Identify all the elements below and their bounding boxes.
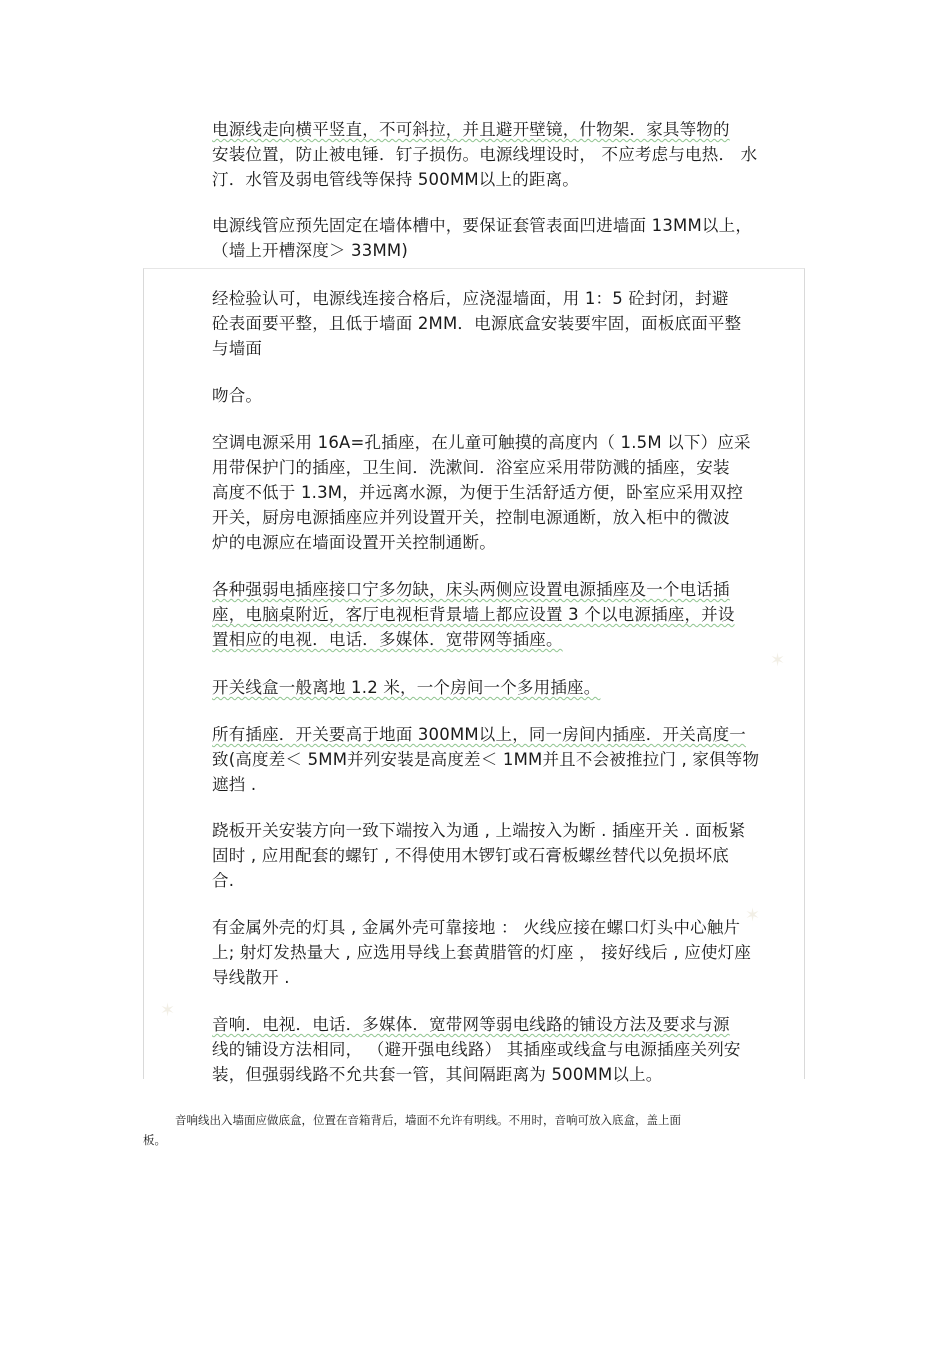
watermark-mark: ✶ [160, 1000, 176, 1021]
text-line: 致(高度差＜ 5MM并列安装是高度差＜ 1MM并且不会被推拉门 , 家俱等物 [212, 750, 760, 769]
text-line: 音响．电视．电话．多媒体．宽带网等弱电线路的铺设方法及要求与源 [212, 1015, 730, 1034]
footer-line: 音响线出入墙面应做底盒，位置在音箱背后，墙面不允许有明线。不用时，音响可放入底盒，盖上面 [175, 1113, 681, 1127]
text-line: 各种强弱电插座接口宁多勿缺，床头两侧应设置电源插座及一个电话插 [212, 580, 730, 599]
text-line: 装，但强弱线路不允共套一管，其间隔距离为 500MM以上。 [212, 1065, 663, 1084]
text-line: 导线散开 . [212, 968, 290, 987]
text-line: 与墙面 [212, 339, 263, 358]
paragraph-11 [212, 1012, 804, 1087]
text-line: 炉的电源应在墙面设置开关控制通断。 [212, 533, 496, 552]
text-line: 砼表面要平整，且低于墙面 2MM．电源底盒安装要牢固，面板底面平整 [212, 314, 742, 333]
text-line: 用带保护门的插座，卫生间．洗漱间．浴室应采用带防溅的插座，安装 [212, 458, 730, 477]
text-line: 经检验认可，电源线连接合格后，应浇湿墙面，用 1：5 砼封闭，封避 [212, 289, 729, 308]
paragraph-2 [212, 213, 804, 263]
text-line: 跷板开关安装方向一致下端按入为通 , 上端按入为断 . 插座开关 . 面板紧 [212, 821, 746, 840]
paragraph-3 [212, 286, 804, 361]
watermark-mark: ✶ [770, 650, 786, 671]
text-line: （墙上开槽深度＞ 33MM) [212, 241, 408, 260]
text-line: 有金属外壳的灯具 , 金属外壳可靠接地 ： 火线应接在螺口灯头中心触片 [212, 918, 741, 937]
text-line: 吻合。 [212, 386, 263, 405]
paragraph-4 [212, 383, 804, 408]
text-line: 开关，厨房电源插座应并列设置开关，控制电源通断，放入柜中的微波 [212, 508, 730, 527]
text-line: 高度不低于 1.3M，并远离水源，为便于生活舒适方便，卧室应采用双控 [212, 483, 744, 502]
paragraph-6 [212, 577, 804, 652]
text-line: 上; 射灯发热量大 , 应选用导线上套黄腊管的灯座 ， 接好线后 , 应使灯座 [212, 943, 752, 962]
text-line: 固时 , 应用配套的螺钉 , 不得使用木锣钉或石膏板螺丝替代以免损坏底 [212, 846, 729, 865]
footer-note [143, 1110, 783, 1150]
text-line: 置相应的电视．电话．多媒体．宽带网等插座。 [212, 630, 563, 649]
text-line: 电源线走向横平竖直，不可斜拉，并且避开壁镜，什物架．家具等物的 [212, 120, 730, 139]
watermark-mark: ✶ [745, 905, 761, 926]
paragraph-1 [212, 117, 804, 192]
text-line: 合. [212, 871, 235, 890]
text-line: 空调电源采用 16A=孔插座，在儿童可触摸的高度内（ 1.5M 以下）应采 [212, 433, 751, 452]
text-line: 所有插座．开关要高于地面 300MM以上，同一房间内插座．开关高度一 [212, 725, 747, 744]
text-line: 安装位置，防止被电锤．钉子损伤。电源线埋设时， 不应考虑与电热． 水 [212, 145, 758, 164]
text-line: 线的铺设方法相同， （避开强电线路） 其插座或线盒与电源插座关列安 [212, 1040, 741, 1059]
paragraph-5 [212, 430, 804, 555]
text-line: 遮挡 . [212, 775, 257, 794]
text-line: 座，电脑桌附近，客厅电视柜背景墙上都应设置 3 个以电源插座，并设 [212, 605, 735, 624]
paragraph-7 [212, 675, 804, 700]
text-line: 汀．水管及弱电管线等保持 500MM以上的距离。 [212, 170, 580, 189]
paragraph-8 [212, 722, 804, 797]
paragraph-10 [212, 915, 804, 990]
footer-line: 板。 [143, 1133, 166, 1147]
paragraph-9 [212, 818, 804, 893]
text-line: 电源线管应预先固定在墙体槽中，要保证套管表面凹进墙面 13MM以上， [212, 216, 753, 235]
text-line: 开关线盒一般离地 1.2 米，一个房间一个多用插座。 [212, 678, 601, 697]
